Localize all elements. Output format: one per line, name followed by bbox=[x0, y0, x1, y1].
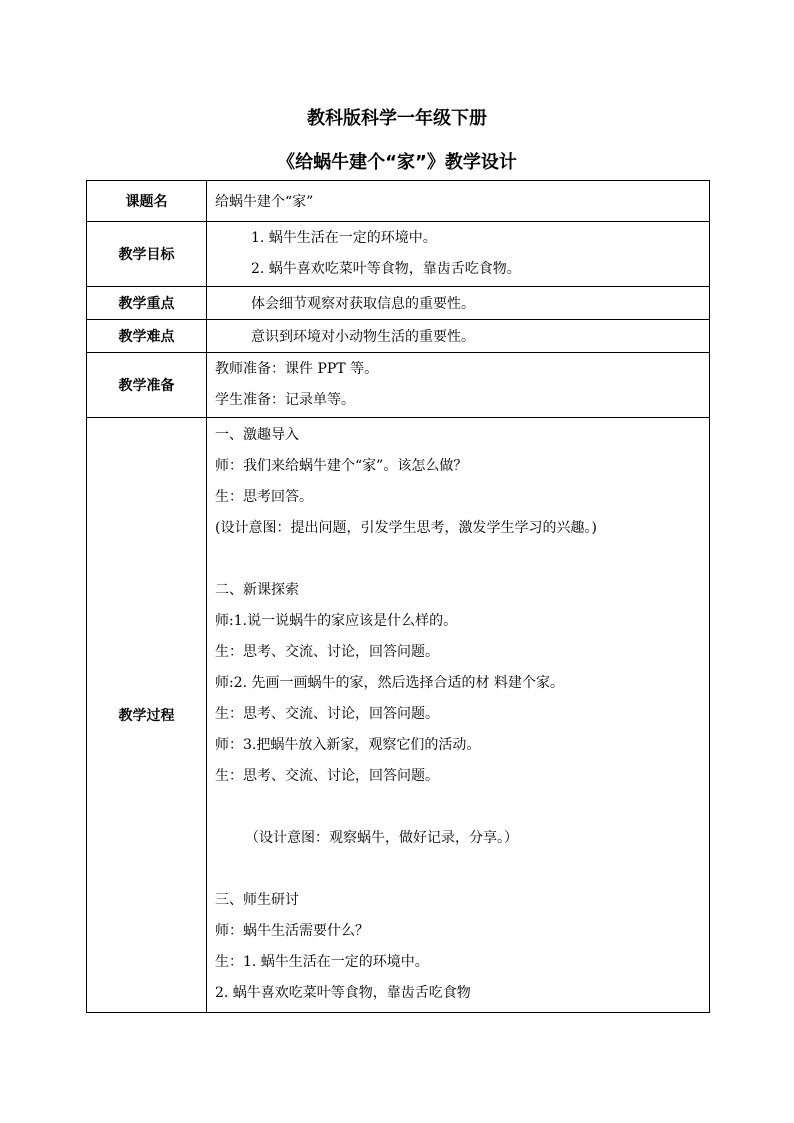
label-goals: 教学目标 bbox=[87, 222, 207, 287]
process-line: 生：思考回答。 bbox=[215, 489, 313, 505]
process-line: 师:1.说一说蜗牛的家应该是什么样的。 bbox=[215, 613, 458, 629]
process-line: 二、新课探索 bbox=[215, 582, 299, 598]
label-difficulty: 教学难点 bbox=[87, 320, 207, 353]
row-process bbox=[87, 418, 710, 1013]
process-line: 师：3.把蜗牛放入新家，观察它们的活动。 bbox=[215, 737, 481, 753]
row-topic bbox=[87, 181, 710, 222]
lesson-plan-table bbox=[86, 180, 710, 1013]
process-line: 师：我们来给蜗牛建个“家”。该怎么做？ bbox=[215, 458, 468, 474]
row-goals bbox=[87, 222, 710, 287]
prep-item: 教师准备：课件 PPT 等。 bbox=[215, 361, 379, 377]
row-key bbox=[87, 287, 710, 320]
document-title: 教科版科学一年级下册 bbox=[307, 108, 487, 129]
process-line: 一、激趣导入 bbox=[215, 427, 299, 443]
label-process: 教学过程 bbox=[87, 418, 207, 1013]
label-key: 教学重点 bbox=[87, 287, 207, 320]
value-difficulty: 意识到环境对小动物生活的重要性。 bbox=[251, 329, 475, 345]
spacer bbox=[215, 854, 709, 885]
document-subtitle: 《给蜗牛建个“家”》教学设计 bbox=[277, 152, 517, 173]
goal-item: 1. 蜗牛生活在一定的环境中。 bbox=[251, 230, 437, 246]
value-key: 体会细节观察对获取信息的重要性。 bbox=[251, 296, 475, 312]
process-line: 生：1. 蜗牛生活在一定的环境中。 bbox=[215, 954, 429, 970]
goal-item: 2. 蜗牛喜欢吃菜叶等食物，靠齿舌吃食物。 bbox=[251, 261, 521, 277]
process-line: 师:2. 先画一画蜗牛的家，然后选择合适的材 料建个家。 bbox=[215, 675, 564, 691]
spacer bbox=[215, 544, 709, 575]
spacer bbox=[215, 792, 709, 823]
process-line: 生：思考、交流、讨论，回答问题。 bbox=[215, 706, 439, 722]
process-line: （设计意图：观察蜗牛，做好记录，分享。） bbox=[245, 830, 518, 846]
process-line: 2. 蜗牛喜欢吃菜叶等食物，靠齿舌吃食物 bbox=[215, 985, 471, 1001]
row-prep bbox=[87, 353, 710, 418]
process-line: (设计意图：提出问题，引发学生思考，激发学生学习的兴趣。) bbox=[215, 520, 597, 536]
row-difficulty bbox=[87, 320, 710, 353]
process-line: 师：蜗牛生活需要什么？ bbox=[215, 923, 369, 939]
prep-item: 学生准备：记录单等。 bbox=[215, 392, 355, 408]
label-prep: 教学准备 bbox=[87, 353, 207, 418]
process-line: 三、师生研讨 bbox=[215, 892, 299, 908]
value-topic: 给蜗牛建个“家” bbox=[207, 181, 710, 222]
label-topic: 课题名 bbox=[87, 181, 207, 222]
process-line: 生：思考、交流、讨论，回答问题。 bbox=[215, 644, 439, 660]
process-line: 生：思考、交流、讨论，回答问题。 bbox=[215, 768, 439, 784]
